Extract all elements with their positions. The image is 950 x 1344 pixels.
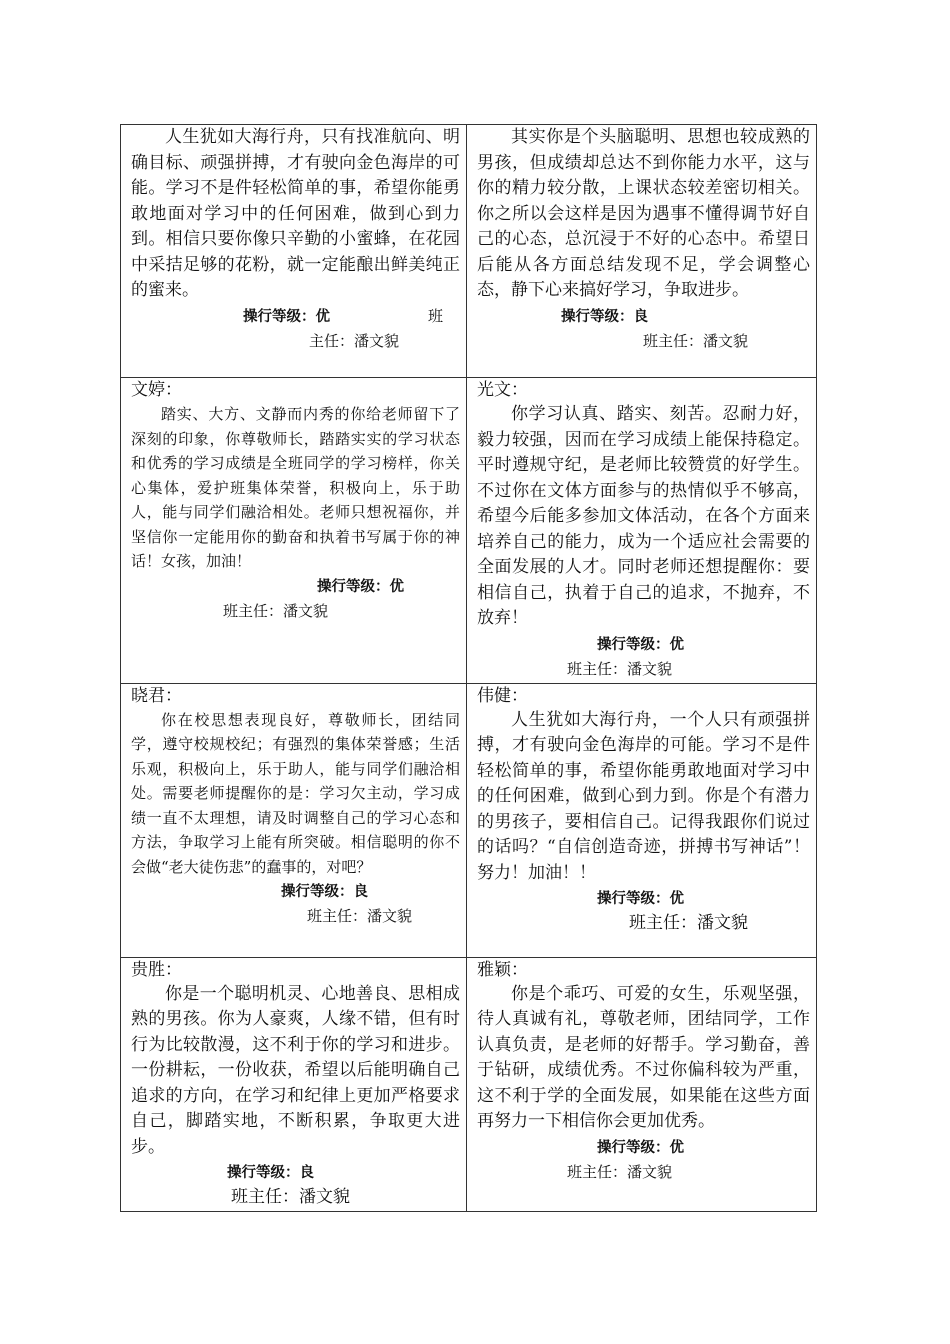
grade-line — [477, 1135, 810, 1160]
grade-label: 操行等级： — [597, 1139, 670, 1156]
comment-cell-1 — [121, 125, 467, 378]
table-row — [121, 378, 817, 684]
grade-value: 良 — [633, 308, 648, 325]
student-name: 光文： — [477, 380, 528, 400]
comment-text: 其实你是个头脑聪明、思想也较成熟的男孩，但成绩却总达不到你能力水平，这与你的精力较分散，上课状态较差密切相关。你之所以会这样是因为遇事不懂得调节好自己的心态，总沉浸于不好的心态中。希望日后能从各方面总结发现不足，学会调整心态，静下心来搞好学习，争取进步。 — [477, 127, 810, 300]
comment-cell-8 — [467, 957, 817, 1212]
grade-value: 优 — [669, 891, 684, 907]
grade-label: 操行等级： — [281, 884, 354, 900]
teacher-signature: 班主任：潘文貌 — [231, 1187, 350, 1207]
grade-line — [477, 632, 810, 657]
comment-cell-7 — [121, 957, 467, 1212]
teacher-signature: 班主任：潘文貌 — [629, 913, 748, 933]
grade-value: 优 — [669, 636, 684, 653]
grade-value: 优 — [315, 308, 330, 325]
table-row — [121, 125, 817, 378]
comment-cell-2 — [467, 125, 817, 378]
grade-value: 良 — [299, 1165, 314, 1181]
comment-cell-6 — [467, 683, 817, 957]
grade-label: 操行等级： — [227, 1165, 300, 1181]
grade-value: 优 — [389, 578, 404, 595]
comment-cell-5 — [121, 683, 467, 957]
grade-label: 操行等级： — [243, 308, 316, 325]
student-name: 伟健： — [477, 685, 528, 706]
comment-text: 踏实、大方、文静而内秀的你给老师留下了深刻的印象，你尊敬师长，踏踏实实的学习状态和优秀的学习成绩是全班同学的学习榜样，你关心集体，爱护班集体荣誉，积极向上，乐于助人，能与同学们融洽相处。老师只想祝福你，并坚信你一定能用你的勤奋和执着书写属于你的神话！女孩，加油！ — [131, 405, 460, 570]
comment-cell-3 — [121, 378, 467, 684]
grade-value: 良 — [353, 884, 368, 900]
grade-line — [131, 1160, 460, 1185]
teacher-signature: 主任：潘文貌 — [309, 331, 400, 350]
comment-text: 你是个乖巧、可爱的女生，乐观坚强，待人真诚有礼，尊敬老师，团结同学，工作认真负责，是老师的好帮手。学习勤奋，善于钻研，成绩优秀。不过你偏科较为严重，这不利于学的全面发展，如果能在这些方面再努力一下相信你会更加优秀。 — [477, 983, 810, 1131]
teacher-signature: 班主任：潘文貌 — [643, 331, 749, 350]
comment-text: 你在校思想表现良好，尊敬师长，团结同学，遵守校规校纪；有强烈的集体荣誉感；生活乐观，积极向上，乐于助人，能与同学们融洽相处。需要老师提醒你的是：学习欠主动，学习成绩一直不太理想，请及时调整自己的学习心态和方法，争取学习上能有所突破。相信聪明的你不会做“老大徒伤悲”的蠢事的，对吧？ — [131, 710, 460, 876]
student-name: 雅颖： — [477, 959, 528, 980]
teacher-signature: 班主任：潘文貌 — [307, 907, 413, 925]
comment-text: 人生犹如大海行舟，只有找准航向、明确目标、顽强拼搏，才有驶向金色海岸的可能。学习不是件轻松简单的事，希望你能勇敢地面对学习中的任何困难，做到心到力到。相信只要你像只辛勤的小蜜蜂，在花园中采拮足够的花粉，就一定能酿出鲜美纯正的蜜来。 — [131, 127, 460, 300]
table-row — [121, 683, 817, 957]
teacher-label-fragment: 班 — [428, 306, 444, 325]
comments-table — [120, 124, 817, 1212]
student-name: 文婷： — [131, 380, 182, 400]
grade-label: 操行等级： — [597, 636, 670, 653]
grade-label: 操行等级： — [317, 578, 390, 595]
grade-line — [131, 574, 460, 599]
grade-label: 操行等级： — [561, 308, 634, 325]
teacher-signature: 班主任：潘文貌 — [223, 601, 329, 620]
grade-label: 操行等级： — [597, 891, 670, 907]
grade-line — [131, 304, 460, 329]
teacher-signature: 班主任：潘文貌 — [567, 1162, 673, 1181]
teacher-signature: 班主任：潘文貌 — [567, 659, 673, 678]
table-row — [121, 957, 817, 1212]
grade-line — [477, 304, 810, 329]
comment-text: 人生犹如大海行舟，一个人只有顽强拼搏，才有驶向金色海岸的可能。学习不是件轻松简单的事，希望你能勇敢地面对学习中的任何困难，做到心到力到。你是个有潜力的男孩子，要相信自己。记得我跟你们说过的话吗？“自信创造奇迹，拼搏书写神话”！努力！加油！！ — [477, 709, 810, 883]
grade-line — [477, 886, 810, 911]
comment-text: 你学习认真、踏实、刻苦。忍耐力好，毅力较强，因而在学习成绩上能保持稳定。平时遵规守纪，是老师比较赞赏的好学生。不过你在文体方面参与的热情似乎不够高，希望今后能多参加文体活动，在各个方面来培养自己的能力，成为一个适应社会需要的全面发展的人才。同时老师还想提醒你：要相信自己，执着于自己的追求，不抛弃，不放弃！ — [477, 404, 810, 628]
comment-text: 你是一个聪明机灵、心地善良、思相成熟的男孩。你为人豪爽，人缘不错，但有时行为比较散漫，这不利于你的学习和进步。一份耕耘，一份收获，希望以后能明确自己追求的方向，在学习和纪律上更加严格要求自己，脚踏实地，不断积累，争取更大进步。 — [131, 983, 460, 1157]
grade-line — [131, 879, 460, 904]
student-name: 晓君： — [131, 685, 182, 706]
student-name: 贵胜： — [131, 959, 182, 980]
grade-value: 优 — [669, 1139, 684, 1156]
comment-cell-4 — [467, 378, 817, 684]
